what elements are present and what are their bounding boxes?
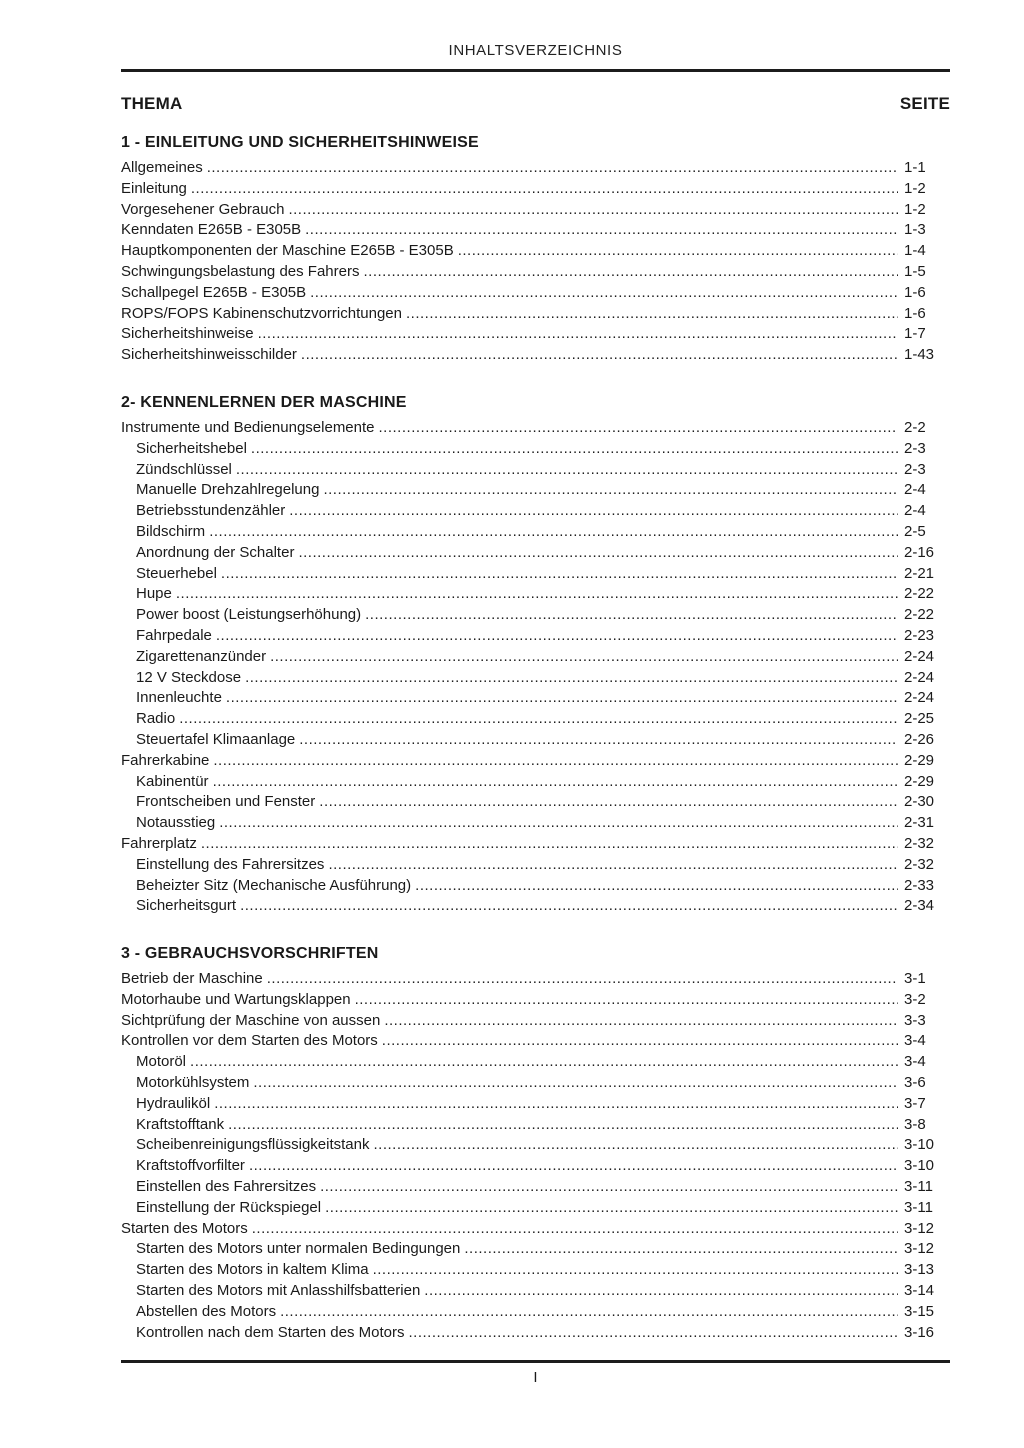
leader-dots: [373, 1260, 898, 1281]
toc-entry-page: 2-32: [904, 834, 935, 852]
toc-entry-label: Kraftstofftank: [136, 1115, 225, 1133]
toc-entry: [121, 855, 950, 876]
toc-entry-page: 3-11: [904, 1178, 933, 1196]
toc-entry: [121, 709, 950, 730]
toc-entry-page: 1-5: [904, 262, 926, 280]
toc-entry: [121, 813, 950, 834]
toc-entry-page: 2-25: [904, 710, 935, 728]
leader-dots: [319, 792, 898, 813]
toc-entry-label: Instrumente und Bedienungselemente: [121, 418, 375, 436]
toc-entry-page: 3-15: [904, 1302, 935, 1320]
toc-entry-label: Frontscheiben und Fenster: [136, 793, 316, 811]
toc-entry-page: 3-10: [904, 1157, 935, 1175]
toc-entry: [121, 460, 950, 481]
toc-entry-page: 3-2: [904, 990, 926, 1008]
toc-entry: [121, 1260, 950, 1281]
toc-entry-page: 3-14: [904, 1282, 935, 1300]
toc-entry-label: Sicherheitsgurt: [136, 897, 237, 915]
toc-entry-label: Anordnung der Schalter: [136, 543, 295, 561]
leader-dots: [219, 813, 898, 834]
toc-entry-label: Starten des Motors in kaltem Klima: [136, 1261, 369, 1279]
toc-entry-label: Kontrollen vor dem Starten des Motors: [121, 1032, 378, 1050]
toc-entry-page: 1-1: [904, 159, 926, 176]
toc-entry-label: Hydrauliköl: [136, 1094, 211, 1112]
toc-entry-page: 3-7: [904, 1094, 926, 1112]
leader-dots: [408, 1323, 898, 1344]
leader-dots: [221, 564, 898, 585]
leader-dots: [270, 647, 898, 668]
toc-entry-page: 2-29: [904, 751, 935, 769]
toc-entry: [121, 324, 950, 345]
toc-entry: [121, 1073, 950, 1094]
leader-dots: [213, 772, 898, 793]
toc-entry-page: 3-6: [904, 1074, 926, 1092]
toc-entry: [121, 751, 950, 772]
toc-entry: [121, 158, 950, 179]
toc-entry: [121, 304, 950, 325]
leader-dots: [179, 709, 898, 730]
leader-dots: [288, 200, 898, 221]
toc-entry: [121, 1302, 950, 1323]
leader-dots: [201, 834, 898, 855]
toc-entry-page: 2-22: [904, 606, 935, 624]
toc-entry-page: 3-8: [904, 1115, 926, 1133]
leader-dots: [280, 1302, 898, 1323]
toc-entry: [121, 241, 950, 262]
toc-entry: [121, 220, 950, 241]
leader-dots: [258, 324, 898, 345]
toc-entry-label: Zigarettenanzünder: [136, 647, 267, 665]
toc-entry: [121, 1052, 950, 1073]
toc-entry-label: 12 V Steckdose: [136, 668, 242, 686]
leader-dots: [298, 543, 898, 564]
toc-entry: [121, 990, 950, 1011]
column-header-seite: SEITE: [899, 94, 950, 113]
leader-dots: [365, 605, 898, 626]
toc-entry: [121, 1094, 950, 1115]
toc-entry-label: Hauptkomponenten der Maschine E265B - E305B: [121, 242, 454, 260]
toc-entry-label: Motorhaube und Wartungsklappen: [121, 990, 351, 1008]
toc-sections: [121, 132, 950, 1343]
page-footer: [121, 1360, 950, 1386]
toc-entry-page: 3-12: [904, 1219, 935, 1237]
toc-section: [121, 943, 950, 1343]
toc-entry: [121, 772, 950, 793]
toc-entry-label: Fahrerplatz: [121, 834, 197, 852]
toc-entry-page: 2-4: [904, 502, 926, 520]
leader-dots: [245, 668, 898, 689]
toc-entry-page: 2-32: [904, 855, 935, 873]
toc-entry: [121, 1135, 950, 1156]
toc-entry-page: 2-23: [904, 626, 935, 644]
toc-entry-page: 1-6: [904, 304, 926, 322]
leader-dots: [176, 584, 898, 605]
toc-entry-page: 2-5: [904, 522, 926, 540]
toc-entry: [121, 668, 950, 689]
column-headers: [121, 94, 950, 114]
toc-entry-label: Radio: [136, 710, 176, 728]
toc-entry-page: 3-10: [904, 1136, 935, 1154]
leader-dots: [310, 283, 898, 304]
toc-entry-page: 1-6: [904, 283, 926, 301]
toc-entry: [121, 876, 950, 897]
footer-divider: [121, 1360, 950, 1363]
leader-dots: [216, 626, 898, 647]
leader-dots: [415, 876, 898, 897]
toc-entry: [121, 1323, 950, 1344]
toc-entry-label: Zündschlüssel: [136, 460, 232, 478]
toc-entry: [121, 1031, 950, 1052]
leader-dots: [252, 1219, 898, 1240]
leader-dots: [424, 1281, 898, 1302]
toc-entry-label: Beheizter Sitz (Mechanische Ausführung): [136, 876, 412, 894]
toc-entry: [121, 439, 950, 460]
toc-entry-label: Kabinentür: [136, 772, 209, 790]
toc-entry-label: Sicherheitshinweisschilder: [121, 346, 297, 364]
toc-section: [121, 132, 950, 366]
toc-entry-label: Betrieb der Maschine: [121, 970, 263, 988]
leader-dots: [363, 262, 898, 283]
toc-entry-page: 2-31: [904, 814, 935, 832]
toc-entry-page: 1-2: [904, 200, 926, 218]
toc-entry-page: 2-33: [904, 876, 935, 894]
toc-entry-label: Fahrerkabine: [121, 751, 210, 769]
leader-dots: [251, 439, 898, 460]
toc-entry-label: Starten des Motors mit Anlasshilfsbatterien: [136, 1282, 421, 1300]
leader-dots: [267, 969, 898, 990]
toc-entry-page: 2-30: [904, 793, 935, 811]
toc-entry-page: 2-3: [904, 439, 926, 457]
toc-entry: [121, 647, 950, 668]
toc-section: [121, 392, 950, 917]
leader-dots: [406, 304, 898, 325]
toc-entry-page: 2-4: [904, 481, 926, 499]
toc-entry-label: Allgemeines: [121, 159, 203, 176]
leader-dots: [214, 1094, 898, 1115]
column-header-thema: THEMA: [121, 94, 183, 113]
toc-entry-label: Motorkühlsystem: [136, 1074, 250, 1092]
toc-entry-label: Einstellen des Fahrersitzes: [136, 1178, 317, 1196]
toc-entry-page: 2-34: [904, 897, 935, 915]
toc-entry: [121, 501, 950, 522]
toc-entry-page: 2-26: [904, 730, 935, 748]
leader-dots: [289, 501, 898, 522]
toc-entry: [121, 543, 950, 564]
leader-dots: [305, 220, 898, 241]
toc-entry-label: Kontrollen nach dem Starten des Motors: [136, 1323, 405, 1341]
toc-entry: [121, 969, 950, 990]
toc-entry-label: Betriebsstundenzähler: [136, 502, 286, 520]
toc-entry: [121, 1177, 950, 1198]
leader-dots: [355, 990, 898, 1011]
leader-dots: [464, 1239, 898, 1260]
leader-dots: [382, 1031, 898, 1052]
toc-entry: [121, 1198, 950, 1219]
toc-entry-label: Einleitung: [121, 179, 187, 197]
toc-entry: [121, 626, 950, 647]
toc-entry: [121, 1281, 950, 1302]
leader-dots: [379, 418, 898, 439]
toc-entry-page: 3-12: [904, 1240, 935, 1258]
toc-entry-label: Notausstieg: [136, 814, 216, 832]
toc-entry: [121, 834, 950, 855]
toc-entry-label: Steuertafel Klimaanlage: [136, 730, 296, 748]
toc-entry-label: Schallpegel E265B - E305B: [121, 283, 307, 301]
toc-entry-label: Kenndaten E265B - E305B: [121, 221, 302, 239]
leader-dots: [299, 730, 898, 751]
toc-entry-page: 3-4: [904, 1053, 926, 1071]
toc-entry-page: 1-43: [904, 346, 935, 364]
toc-entry-label: Abstellen des Motors: [136, 1302, 277, 1320]
leader-dots: [191, 179, 898, 200]
toc-entry: [121, 1219, 950, 1240]
toc-entry-page: 2-3: [904, 460, 926, 478]
toc-entry: [121, 1011, 950, 1032]
toc-entry-label: Hupe: [136, 585, 172, 603]
toc-entry-label: Sicherheitshinweise: [121, 325, 254, 343]
toc-entry-label: Einstellung der Rückspiegel: [136, 1198, 322, 1216]
toc-entry: [121, 1239, 950, 1260]
leader-dots: [226, 688, 898, 709]
toc-entry-page: 2-24: [904, 647, 935, 665]
leader-dots: [209, 522, 898, 543]
toc-entry: [121, 1115, 950, 1136]
section-heading: 3 - GEBRAUCHSVORSCHRIFTEN: [121, 945, 379, 963]
leader-dots: [384, 1011, 898, 1032]
toc-entry-label: Sicherheitshebel: [136, 439, 247, 457]
toc-entry: [121, 564, 950, 585]
toc-entry: [121, 1156, 950, 1177]
leader-dots: [253, 1073, 898, 1094]
leader-dots: [236, 460, 898, 481]
leader-dots: [228, 1115, 898, 1136]
toc-entry-page: 3-1: [904, 970, 926, 988]
toc-entry-label: Innenleuchte: [136, 689, 222, 707]
leader-dots: [190, 1052, 898, 1073]
toc-entry-label: Vorgesehener Gebrauch: [121, 200, 285, 218]
toc-entry: [121, 418, 950, 439]
toc-entry-label: Steuerhebel: [136, 564, 217, 582]
toc-entry-label: Sichtprüfung der Maschine von aussen: [121, 1011, 381, 1029]
toc-entry: [121, 584, 950, 605]
toc-entry-label: Motoröl: [136, 1053, 187, 1071]
page-number: I: [533, 1369, 538, 1386]
toc-entry-page: 2-21: [904, 564, 935, 582]
toc-entry-page: 1-4: [904, 242, 926, 260]
toc-entry-label: Starten des Motors: [121, 1219, 248, 1237]
leader-dots: [213, 751, 898, 772]
toc-entry-page: 2-24: [904, 668, 935, 686]
toc-entry: [121, 200, 950, 221]
leader-dots: [240, 896, 898, 917]
toc-entry-page: 2-24: [904, 689, 935, 707]
leader-dots: [320, 1177, 898, 1198]
toc-entry: [121, 262, 950, 283]
toc-entry-page: 3-3: [904, 1011, 926, 1029]
toc-entry: [121, 345, 950, 366]
page-title: INHALTSVERZEICHNIS: [448, 42, 623, 59]
section-heading: 2- KENNENLERNEN DER MASCHINE: [121, 393, 407, 411]
leader-dots: [249, 1156, 898, 1177]
toc-entry-page: 2-22: [904, 585, 935, 603]
toc-entry: [121, 730, 950, 751]
toc-entry: [121, 688, 950, 709]
toc-entry-page: 3-16: [904, 1323, 935, 1341]
toc-entry-page: 2-2: [904, 418, 926, 436]
section-heading: 1 - EINLEITUNG UND SICHERHEITSHINWEISE: [121, 134, 479, 151]
toc-entry-page: 3-4: [904, 1032, 926, 1050]
toc-entry: [121, 283, 950, 304]
leader-dots: [373, 1135, 898, 1156]
toc-entry: [121, 605, 950, 626]
header-divider: [121, 69, 950, 72]
toc-entry-label: Schwingungsbelastung des Fahrers: [121, 262, 360, 280]
leader-dots: [207, 158, 898, 179]
toc-entry-label: ROPS/FOPS Kabinenschutzvorrichtungen: [121, 304, 402, 322]
toc-entry-page: 3-11: [904, 1198, 933, 1216]
toc-entry: [121, 480, 950, 501]
toc-entry-label: Bildschirm: [136, 522, 206, 540]
toc-entry: [121, 179, 950, 200]
toc-entry-label: Power boost (Leistungserhöhung): [136, 606, 362, 624]
toc-entry-label: Scheibenreinigungsflüssigkeitstank: [136, 1136, 370, 1154]
toc-entry-label: Einstellung des Fahrersitzes: [136, 855, 325, 873]
toc-entry-label: Kraftstoffvorfilter: [136, 1157, 245, 1175]
leader-dots: [325, 1198, 898, 1219]
toc-entry-page: 3-13: [904, 1261, 935, 1279]
toc-entry-page: 1-2: [904, 179, 926, 197]
toc-entry-page: 1-3: [904, 221, 926, 239]
leader-dots: [323, 480, 898, 501]
toc-entry: [121, 792, 950, 813]
leader-dots: [301, 345, 898, 366]
toc-entry-page: 1-7: [904, 325, 926, 343]
toc-entry: [121, 896, 950, 917]
leader-dots: [458, 241, 898, 262]
toc-entry-label: Starten des Motors unter normalen Bedingungen: [136, 1240, 461, 1258]
toc-entry-page: 2-16: [904, 543, 935, 561]
toc-entry-label: Manuelle Drehzahlregelung: [136, 481, 320, 499]
leader-dots: [328, 855, 898, 876]
toc-entry-page: 2-29: [904, 772, 935, 790]
toc-entry-label: Fahrpedale: [136, 626, 212, 644]
toc-entry: [121, 522, 950, 543]
